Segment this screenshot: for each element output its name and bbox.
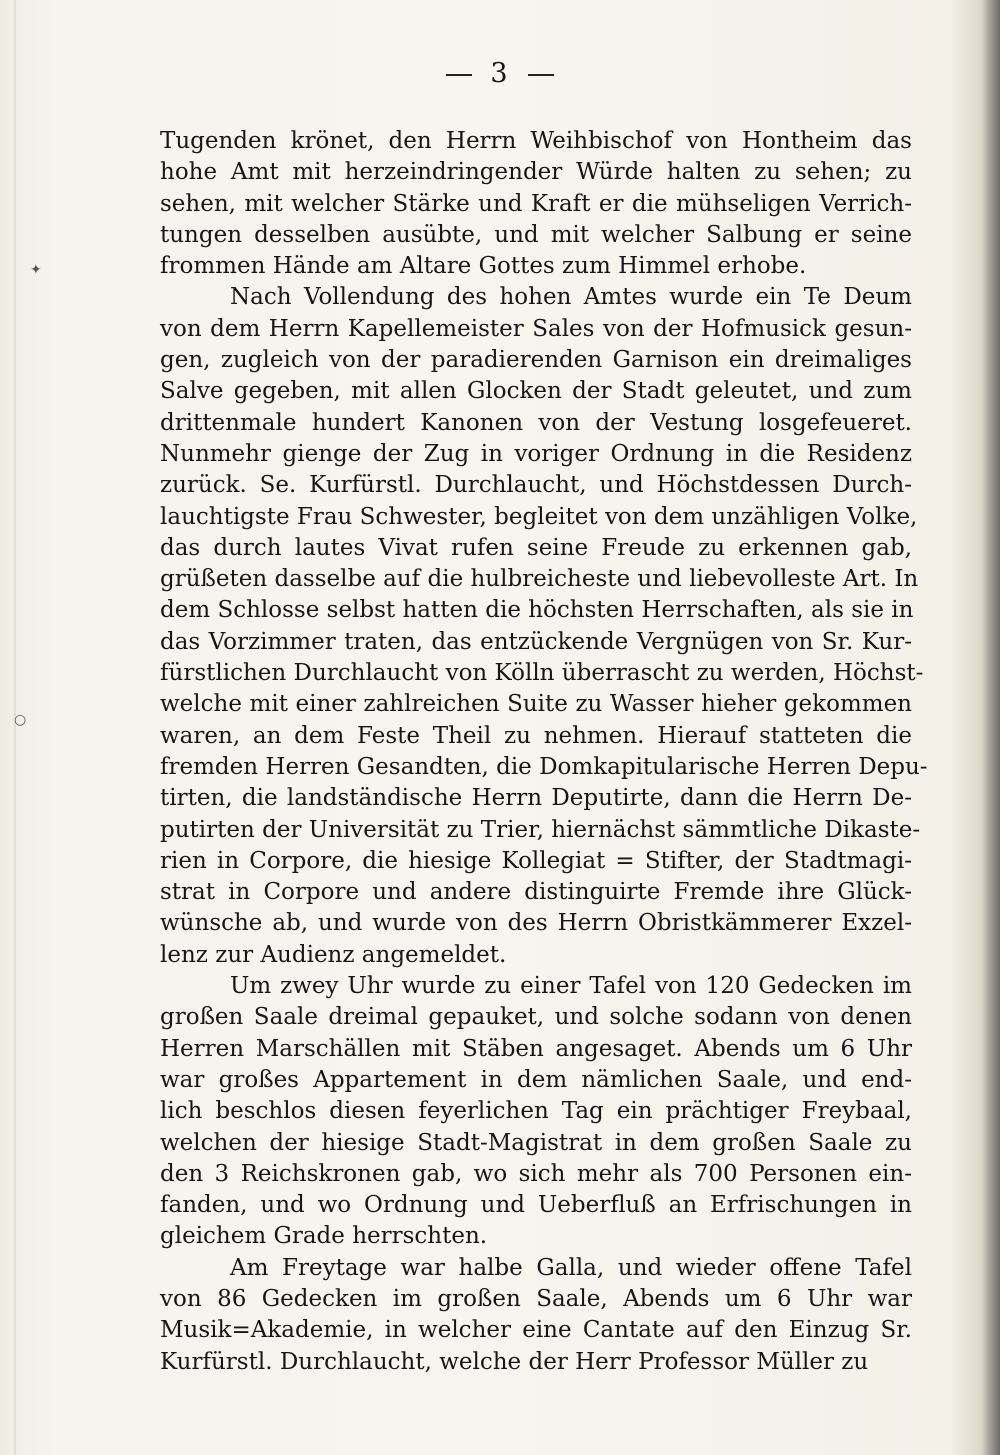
text-line: von dem Herrn Kapellemeister Sales von der Hofmusick gesun- — [160, 315, 912, 342]
text-line: Nach Vollendung des hohen Amtes wurde ein Te Deum — [230, 284, 912, 311]
text-line: fremden Herren Gesandten, die Domkapitularische Herren Depu- — [160, 753, 928, 780]
text-line: strat in Corpore und andere distinguirte Fremde ihre Glück- — [160, 879, 912, 906]
text-line: Herren Marschällen mit Stäben angesaget. Abends um 6 Uhr — [160, 1035, 912, 1062]
text-line: Nunmehr gienge der Zug in voriger Ordnung in die Residenz — [160, 440, 912, 467]
margin-mark-middle: ○ — [14, 712, 27, 728]
text-line: putirten der Universität zu Trier, hiernächst sämmtliche Dikaste- — [160, 816, 921, 843]
page-number: 3 — [490, 58, 510, 89]
text-line: fanden, und wo Ordnung und Ueberfluß an Erfrischungen in — [160, 1192, 912, 1219]
paragraph — [160, 126, 912, 282]
text-line: tirten, die landständische Herrn Deputirte, dann die Herrn De- — [160, 785, 912, 812]
right-dash — [528, 74, 554, 76]
text-line: Um zwey Uhr wurde zu einer Tafel von 120 Gedecken im — [230, 973, 912, 1000]
text-line: dem Schlosse selbst hatten die höchsten Herrschaften, als sie in — [160, 597, 914, 624]
paragraph — [160, 971, 912, 1253]
text-line: frommen Hände am Altare Gottes zum Himmel erhobe. — [160, 253, 807, 280]
text-line: wünsche ab, und wurde von des Herrn Obristkämmerer Exzel- — [160, 910, 912, 937]
text-line: von 86 Gedecken im großen Saale, Abends um 6 Uhr war — [160, 1285, 912, 1312]
text-line: rien in Corpore, die hiesige Kollegiat = Stifter, der Stadtmagi- — [160, 847, 912, 874]
text-line: Musik=Akademie, in welcher eine Cantate auf den Einzug Sr. — [160, 1317, 912, 1344]
text-line: waren, an dem Feste Theil zu nehmen. Hierauf statteten die — [160, 722, 912, 749]
text-line: lauchtigste Frau Schwester, begleitet von dem unzähligen Volke, — [160, 503, 918, 530]
text-line: gen, zugleich von der paradierenden Garnison ein dreimaliges — [160, 347, 912, 374]
paragraph — [160, 282, 928, 971]
text-line: Tugenden krönet, den Herrn Weihbischof von Hontheim das — [160, 128, 912, 154]
text-line: welchen der hiesige Stadt-Magistrat in dem großen Saale zu — [160, 1129, 912, 1156]
text-line: gleichem Grade herrschten. — [160, 1223, 488, 1250]
text-line: drittenmale hundert Kanonen von der Vestung losgefeueret. — [160, 409, 912, 436]
text-line: tungen desselben ausübte, und mit welcher Salbung er seine — [160, 221, 912, 248]
text-line: das Vorzimmer traten, das entzückende Vergnügen von Sr. Kur- — [160, 628, 912, 655]
text-line: lich beschlos diesen feyerlichen Tag ein prächtiger Freybaal, — [160, 1098, 912, 1125]
margin-mark-top: ✦ — [30, 262, 42, 278]
text-line: welche mit einer zahlreichen Suite zu Wasser hieher gekommen — [160, 691, 912, 718]
text-line: grüßeten dasselbe auf die hulbreicheste und liebevolleste Art. In — [160, 566, 919, 593]
text-line: den 3 Reichskronen gab, wo sich mehr als 700 Personen ein- — [160, 1160, 912, 1187]
text-line: lenz zur Audienz angemeldet. — [160, 941, 507, 968]
text-line: fürstlichen Durchlaucht von Kölln überrascht zu werden, Höchst- — [160, 660, 924, 687]
text-line: zurück. Se. Kurfürstl. Durchlaucht, und Höchstdessen Durch- — [160, 472, 912, 499]
text-line: das durch lautes Vivat rufen seine Freude zu erkennen gab, — [160, 534, 912, 561]
page-number-header — [0, 58, 1000, 89]
paragraph — [160, 1253, 912, 1378]
text-line: großen Saale dreimal gepauket, und solche sodann von denen — [160, 1004, 912, 1031]
text-line: Kurfürstl. Durchlaucht, welche der Herr Professor Müller zu — [160, 1348, 869, 1375]
text-line: Salve gegeben, mit allen Glocken der Stadt geleutet, und zum — [160, 378, 912, 405]
text-line: war großes Appartement in dem nämlichen Saale, und end- — [160, 1066, 912, 1093]
text-line: Am Freytage war halbe Galla, und wieder offene Tafel — [230, 1254, 912, 1281]
book-binding-edge — [982, 0, 1000, 1455]
text-line: sehen, mit welcher Stärke und Kraft er die mühseligen Verrich- — [160, 190, 912, 217]
left-dash — [446, 74, 472, 76]
text-line: hohe Amt mit herzeindringender Würde halten zu sehen; zu — [160, 159, 912, 186]
body-text — [160, 126, 928, 1378]
